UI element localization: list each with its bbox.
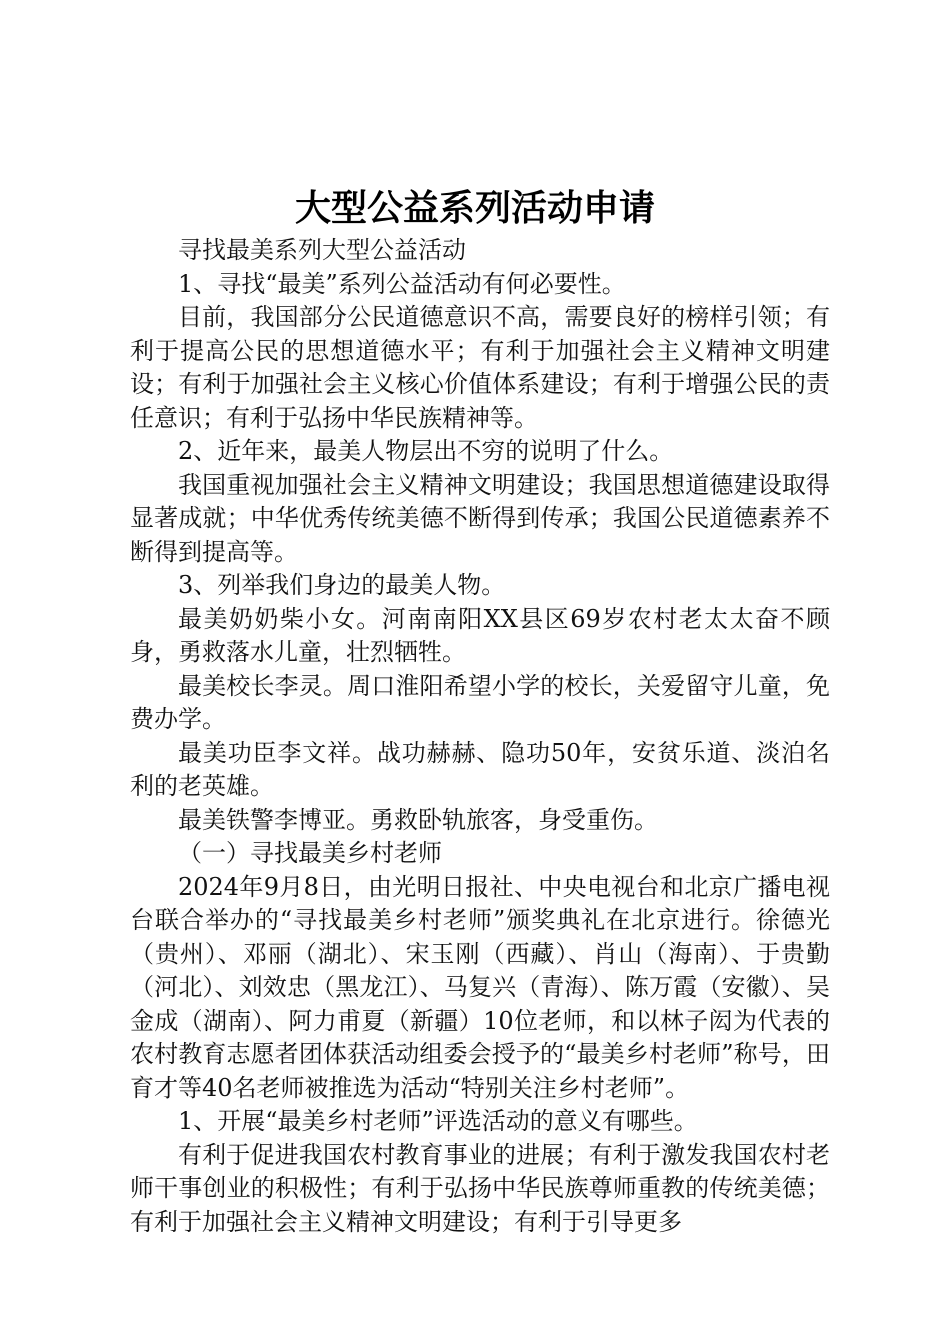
- paragraph-person-1: 最美奶奶柴小女。河南南阳XX县区69岁农村老太太奋不顾身，勇救落水儿童，壮烈牺牲。: [130, 604, 830, 666]
- paragraph-person-3: 最美功臣李文祥。战功赫赫、隐功50年，安贫乐道、淡泊名利的老英雄。: [130, 738, 830, 800]
- document-title: 大型公益系列活动申请: [294, 187, 655, 229]
- paragraph-question-4: 1、开展“最美乡村老师”评选活动的意义有哪些。: [178, 1107, 698, 1135]
- paragraph-person-4: 最美铁警李博亚。勇救卧轨旅客，身受重伤。: [178, 805, 658, 834]
- paragraph-question-1: 1、寻找“最美”系列公益活动有何必要性。: [178, 269, 626, 298]
- paragraph-subtitle: 寻找最美系列大型公益活动: [178, 236, 466, 264]
- paragraph-answer-2: 我国重视加强社会主义精神文明建设；我国思想道德建设取得显著成就；中华优秀传统美德不断得到传承；我国公民道德素养不断得到提高等。: [130, 470, 830, 566]
- document-body: [130, 234, 830, 1239]
- paragraph-person-2: 最美校长李灵。周口淮阳希望小学的校长，关爱留守儿童，免费办学。: [130, 671, 830, 733]
- section-heading: （一）寻找最美乡村老师: [178, 839, 442, 867]
- paragraph-question-2: 2、近年来，最美人物层出不穷的说明了什么。: [178, 437, 674, 465]
- paragraph-answer-1: 目前，我国部分公民道德意识不高，需要良好的榜样引领；有利于提高公民的思想道德水平；有利于加强社会主义精神文明建设；有利于加强社会主义核心价值体系建设；有利于增强公民的责任意识；有利于弘扬中华民族精神等。: [130, 303, 830, 432]
- paragraph-event: 2024年9月8日，由光明日报社、中央电视台和北京广播电视台联合举办的“寻找最美乡村老师”颁奖典礼在北京进行。徐德光（贵州）、邓丽（湖北）、宋玉刚（西藏）、肖山（海南）、于贵勤（河北）、刘效忠（黑龙江）、马复兴（青海）、陈万霞（安徽）、吴金成（湖南）、阿力甫夏（新疆）10位老师，和以林子闳为代表的农村教育志愿者团体获活动组委会授予的“最美乡村老师”称号，田育才等40名老师被推选为活动“特别关注乡村老师”。: [130, 872, 830, 1102]
- paragraph-question-3: 3、列举我们身边的最美人物。: [178, 571, 506, 599]
- paragraph-answer-4: 有利于促进我国农村教育事业的进展；有利于激发我国农村老师干事创业的积极性；有利于弘扬中华民族尊师重教的传统美德；有利于加强社会主义精神文明建设；有利于引导更多: [130, 1140, 830, 1236]
